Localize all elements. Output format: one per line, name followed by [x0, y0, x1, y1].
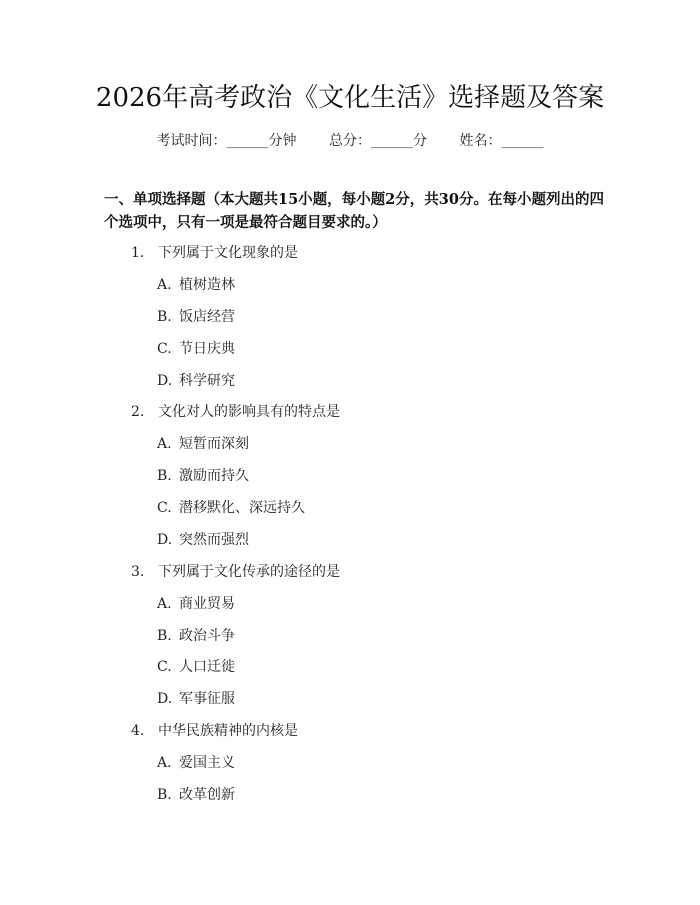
- option-letter: D.: [157, 532, 173, 548]
- question-2-option-c[interactable]: [157, 498, 305, 518]
- option-letter: B.: [157, 628, 172, 644]
- question-1-option-d[interactable]: [157, 371, 235, 391]
- exam-info-row: [0, 131, 700, 151]
- total-score-field: 总分：______分: [329, 133, 427, 149]
- question-3-option-a[interactable]: [157, 594, 235, 614]
- question-3-option-d[interactable]: [157, 689, 235, 709]
- page-title: 2026年高考政治《文化生活》选择题及答案: [95, 83, 605, 113]
- option-letter: A.: [157, 277, 172, 293]
- question-1-option-b[interactable]: [157, 307, 235, 327]
- question-number: 3.: [131, 564, 145, 580]
- question-3-option-b[interactable]: [157, 626, 235, 646]
- question-text: 文化对人的影响具有的特点是: [158, 404, 340, 420]
- option-text: 潜移默化、深远持久: [179, 500, 305, 516]
- question-4-option-a[interactable]: [157, 753, 235, 773]
- question-number: 1.: [131, 245, 145, 261]
- option-text: 改革创新: [179, 787, 235, 803]
- question-2-option-d[interactable]: [157, 530, 249, 550]
- option-letter: B.: [157, 468, 172, 484]
- question-number: 4.: [131, 723, 145, 739]
- exam-time-field: 考试时间：______分钟: [156, 133, 297, 149]
- question-1-option-a[interactable]: [157, 275, 235, 295]
- option-letter: C.: [157, 659, 172, 675]
- student-name-field: 姓名：______: [459, 133, 544, 149]
- option-text: 科学研究: [179, 373, 235, 389]
- option-text: 爱国主义: [179, 755, 235, 771]
- option-letter: B.: [157, 787, 172, 803]
- option-text: 节日庆典: [179, 341, 235, 357]
- option-letter: D.: [157, 691, 173, 707]
- question-3: [131, 562, 340, 582]
- question-4-option-b[interactable]: [157, 785, 235, 805]
- question-2-option-b[interactable]: [157, 466, 249, 486]
- question-1-option-c[interactable]: [157, 339, 235, 359]
- option-text: 饭店经营: [179, 309, 235, 325]
- question-text: 下列属于文化现象的是: [158, 245, 298, 261]
- option-text: 短暂而深刻: [179, 436, 249, 452]
- question-4: [131, 721, 298, 741]
- option-text: 突然而强烈: [179, 532, 249, 548]
- option-letter: C.: [157, 500, 172, 516]
- section-heading: 一、单项选择题（本大题共15小题，每小题2分，共30分。在每小题列出的四个选项中，只有一项是最符合题目要求的。）: [104, 191, 604, 231]
- question-2-option-a[interactable]: [157, 434, 249, 454]
- question-text: 下列属于文化传承的途径的是: [158, 564, 340, 580]
- option-letter: A.: [157, 436, 172, 452]
- option-letter: A.: [157, 596, 172, 612]
- option-text: 人口迁徙: [179, 659, 235, 675]
- option-letter: A.: [157, 755, 172, 771]
- question-3-option-c[interactable]: [157, 657, 235, 677]
- option-text: 商业贸易: [179, 596, 235, 612]
- option-text: 政治斗争: [179, 628, 235, 644]
- question-1: [131, 243, 298, 263]
- option-letter: B.: [157, 309, 172, 325]
- option-letter: C.: [157, 341, 172, 357]
- question-text: 中华民族精神的内核是: [158, 723, 298, 739]
- option-text: 军事征服: [179, 691, 235, 707]
- question-number: 2.: [131, 404, 145, 420]
- option-letter: D.: [157, 373, 173, 389]
- question-2: [131, 402, 340, 422]
- option-text: 激励而持久: [179, 468, 249, 484]
- option-text: 植树造林: [179, 277, 235, 293]
